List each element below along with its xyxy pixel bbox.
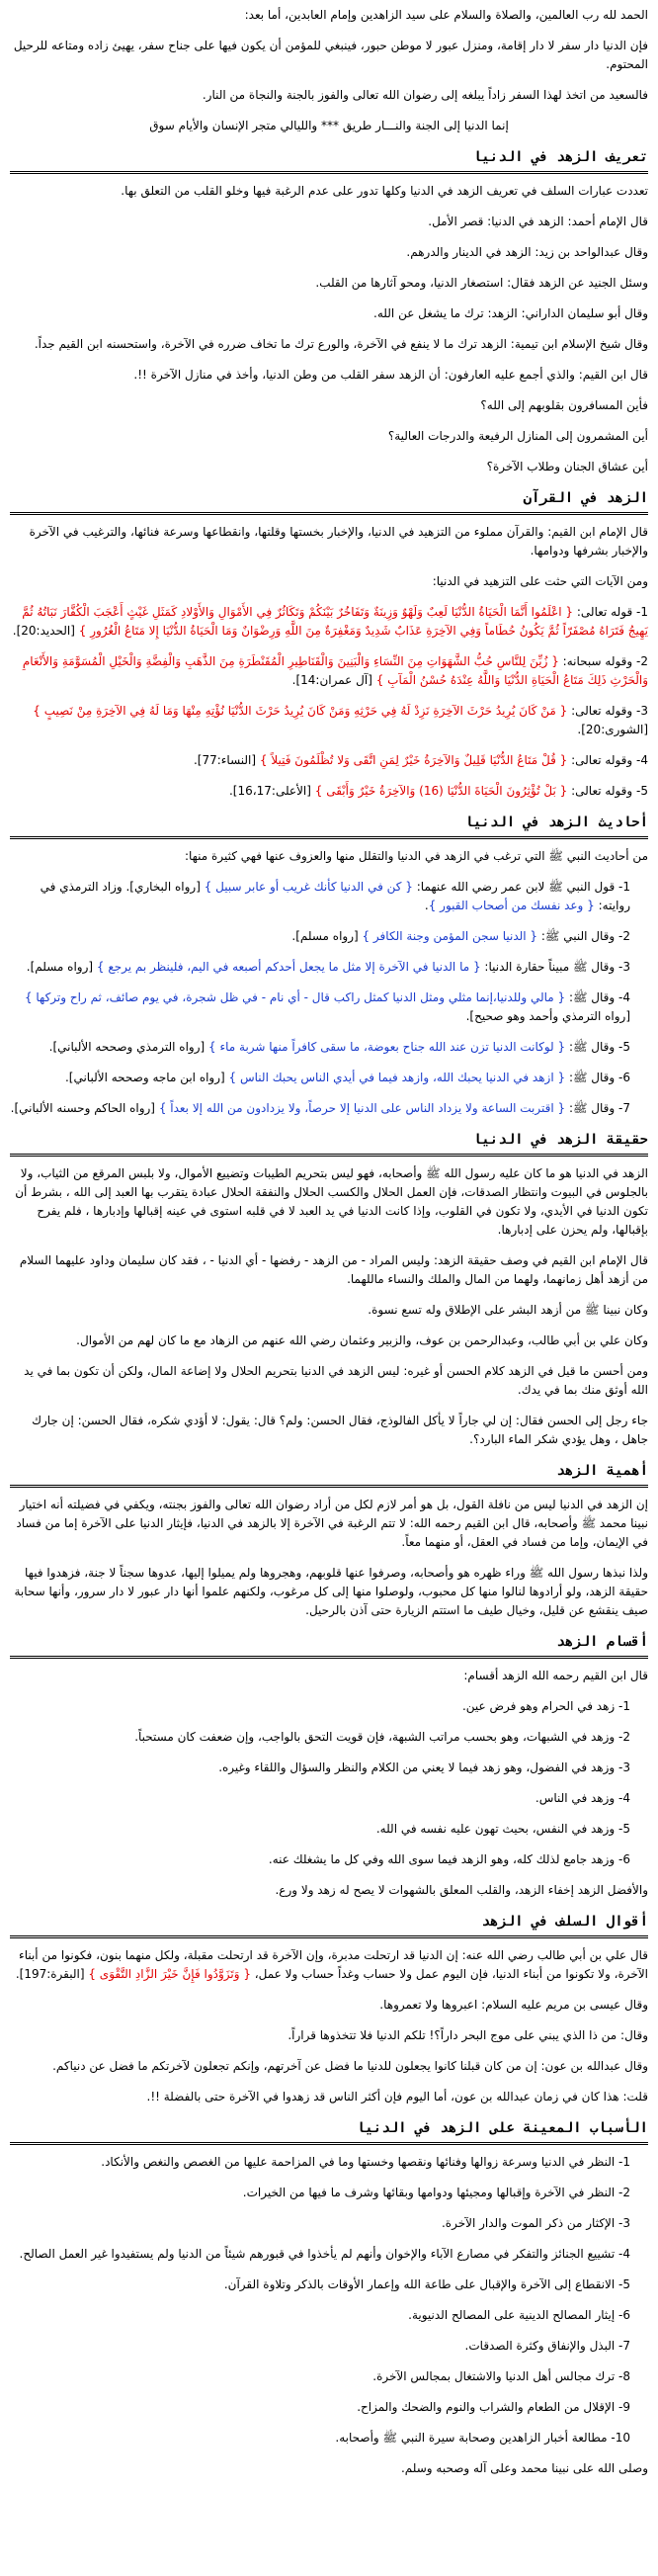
paragraph: قلت: هذا كان في زمان عبدالله بن عون، أما اليوم فإن أكثر الناس قد زهدوا في الآخرة حتى بالفضلة !!. bbox=[146, 2090, 648, 2104]
paragraph: قال علي بن أبي طالب رضي الله عنه: إن الدنيا قد ارتحلت مدبرة، وإن الآخرة قد ارتحلت مقبلة، ولكل منهما بنون، فكونوا من أبناء الآخرة، ولا تكونوا من أبناء الدنيا، فإن اليوم عمل ولا حساب وغداً حساب ولا عمل، { وَتَزَوَّدُوا فَإِنَّ خَيْرَ الزَّادِ التَّقْوَى } [البقرة:197]. bbox=[15, 1948, 648, 1981]
hadith-item: 5- وقال ﷺ: { لوكانت الدنيا تزن عند الله جناح بعوضة، ما سقى كافراً منها شربة ماء } [رواه الترمذي وصححه الألباني]. bbox=[48, 1040, 630, 1054]
paragraph: والأفضل الزهد إخفاء الزهد، والقلب المعلق بالشهوات لا يصح له زهد ولا ورع. bbox=[275, 1883, 648, 1897]
quran-verse-item: 1- قوله تعالى: { اعْلَمُوا أَنَّمَا الْحَيَاةُ الدُّنْيَا لَعِبٌ وَلَهْوٌ وَزِينَةٌ وَتَفَاخُرٌ بَيْنَكُمْ وَتَكَاثُرٌ فِي الأَمْوَالِ وَالأَوْلادِ كَمَثَلِ غَيْثٍ أَعْجَبَ الْكُفَّارَ نَبَاتُهُ ثُمَّ يَهِيجُ فَتَرَاهُ مُصْفَرّاً ثُمَّ يَكُونُ حُطَاماً وَفِي الآخِرَةِ عَذَابٌ شَدِيدٌ وَمَغْفِرَةٌ مِنَ اللَّهِ وَرِضْوَانٌ وَمَا الْحَيَاةُ الدُّنْيَا إِلا مَتَاعُ الْغُرُورِ } [الحديد:20]. bbox=[12, 605, 648, 638]
divider bbox=[10, 1485, 648, 1488]
hadith-text: { الدنيا سجن المؤمن وجنة الكافر } bbox=[362, 929, 538, 943]
list-item: 5- الانقطاع إلى الآخرة والإقبال على طاعة الله وإعمار الأوقات بالذكر وتلاوة القرآن. bbox=[223, 2277, 630, 2291]
section-title: أقسام الزهد bbox=[556, 1634, 648, 1650]
quran-verse: { قُلْ مَتَاعُ الدُّنْيَا قَلِيلٌ وَالآخِرَةُ خَيْرٌ لِمَنِ اتَّقَى وَلا تُظْلَمُونَ فَتِيلاً } bbox=[259, 753, 568, 767]
quran-verse-item: 2- وقوله سبحانه: { زُيِّنَ لِلنَّاسِ حُبُّ الشَّهَوَاتِ مِنَ النِّسَاءِ وَالْبَنِينَ وَالْقَنَاطِيرِ الْمُقَنْطَرَةِ مِنَ الذَّهَبِ وَالْفِضَّةِ وَالْخَيْلِ الْمُسَوَّمَةِ وَالأَنْعَامِ وَالْحَرْثِ ذَلِكَ مَتَاعُ الْحَيَاةِ الدُّنْيَا وَاللَّهُ عِنْدَهُ حُسْنُ الْمَآبِ } [آل عمران:14]. bbox=[22, 654, 648, 687]
quran-verse-item: 4- وقوله تعالى: { قُلْ مَتَاعُ الدُّنْيَا قَلِيلٌ وَالآخِرَةُ خَيْرٌ لِمَنِ اتَّقَى وَلا تُظْلَمُونَ فَتِيلاً } [النساء:77]. bbox=[193, 753, 648, 767]
list-item: 4- وزهد في الناس. bbox=[535, 1791, 630, 1805]
list-item: 3- الإكثار من ذكر الموت والدار الآخرة. bbox=[441, 2216, 630, 2230]
paragraph: وقال شيخ الإسلام ابن تيمية: الزهد ترك ما لا ينفع في الآخرة، والورع ترك ما تخاف ضرره في الآخرة، واستحسنه ابن القيم جداً. bbox=[34, 337, 648, 351]
hadith-text: { ازهد في الدنيا يحبك الله، وازهد فيما في أيدي الناس يحبك الناس } bbox=[228, 1071, 566, 1084]
quran-verse: { زُيِّنَ لِلنَّاسِ حُبُّ الشَّهَوَاتِ مِنَ النِّسَاءِ وَالْبَنِينَ وَالْقَنَاطِيرِ الْمُقَنْطَرَةِ مِنَ الذَّهَبِ وَالْفِضَّةِ وَالْخَيْلِ الْمُسَوَّمَةِ وَالأَنْعَامِ وَالْحَرْثِ ذَلِكَ مَتَاعُ الْحَيَاةِ الدُّنْيَا وَاللَّهُ عِنْدَهُ حُسْنُ الْمَآبِ } bbox=[22, 654, 648, 687]
list-item: 1- النظر في الدنيا وسرعة زوالها وفنائها ونقصها وخستها وما في المزاحمة عليها من الغصص والنغص والأنكاد. bbox=[101, 2155, 630, 2169]
quran-verse-item: 5- وقوله تعالى: { بَلْ تُؤْثِرُونَ الْحَيَاةَ الدُّنْيَا (16) وَالآخِرَةُ خَيْرٌ وَأَبْقَى } [الأعلى:16،17]. bbox=[228, 784, 648, 798]
paragraph: وقال أبو سليمان الداراني: الزهد: ترك ما يشغل عن الله. bbox=[373, 306, 648, 320]
quran-verse-item: 3- وقوله تعالى: { مَنْ كَانَ يُرِيدُ حَرْثَ الآخِرَةِ نَزِدْ لَهُ فِي حَرْثِهِ وَمَنْ كَانَ يُرِيدُ حَرْثَ الدُّنْيَا نُؤْتِهِ مِنْهَا وَمَا لَهُ فِي الآخِرَةِ مِنْ نَصِيبٍ } [الشورى:20]. bbox=[33, 704, 648, 736]
paragraph: ومن الآيات التي حثت على التزهيد في الدنيا: bbox=[432, 574, 648, 588]
paragraph: الزهد في الدنيا هو ما كان عليه رسول الله ﷺ وأصحابه، فهو ليس بتحريم الطيبات وتضييع الأموال، ولا بلبس المرقع من الثياب، ولا بالجلوس في البيوت وانتظار الصدقات، فإن العمل الحلال والكسب الحلال والنفقة الحلال عبادة يتقرب بها العبد إلى الله ، بشرط أن تكون الدنيا في الأيدي، ولا تكون في القلوب، وإذا كانت الدنيا في يد العبد لا في قلبه استوى في عينه إقبالها وإدبارها ، فلم يفرح بإقبالها، ولم يحزن على إدبارها. bbox=[15, 1166, 648, 1237]
paragraph: قال ابن القيم: والذي أجمع عليه العارفون: أن الزهد سفر القلب من وطن الدنيا، وأخذ في منازل الآخرة !!. bbox=[133, 368, 648, 382]
section-title: حقيقة الزهد في الدنيا bbox=[472, 1132, 648, 1148]
paragraph: ولذا نبذها رسول الله ﷺ وراء ظهره هو وأصحابه، وصرفوا عنها قلوبهم، وهجروها ولم يميلوا إليها، عدوها سجناً لا جنة، فزهدوا فيها حقيقة الزهد، ولو أرادوها لنالوا منها كل محبوب، ولوصلوا منها إلى كل مرغوب، ولكنهم علموا أنها دار عبور لا دار سرور، وأنها سحابة صيف ينقشع عن قليل، وخيال طيف ما استتم الزيارة حتى آذن بالرحيل. bbox=[14, 1566, 648, 1617]
paragraph: أين المشمرون إلى المنازل الرفيعة والدرجات العالية؟ bbox=[387, 429, 648, 443]
section-title: أقوال السلف في الزهد bbox=[481, 1914, 648, 1930]
intro-praise: الحمد لله رب العالمين، والصلاة والسلام على سيد الزاهدين وإمام العابدين، أما بعد: bbox=[244, 8, 648, 22]
section-title: تعريف الزهد في الدنيا bbox=[472, 149, 648, 165]
quran-verse: { مَنْ كَانَ يُرِيدُ حَرْثَ الآخِرَةِ نَزِدْ لَهُ فِي حَرْثِهِ وَمَنْ كَانَ يُرِيدُ حَرْثَ الدُّنْيَا نُؤْتِهِ مِنْهَا وَمَا لَهُ فِي الآخِرَةِ مِنْ نَصِيبٍ } bbox=[33, 704, 568, 718]
paragraph: جاء رجل إلى الحسن فقال: إن لي جاراً لا يأكل الفالوذج، فقال الحسن: ولم؟ قال: يقول: لا أؤدي شكره، فقال الحسن: إن جارك جاهل ، وهل يؤدي شكر الماء البارد؟. bbox=[32, 1414, 648, 1446]
paragraph: قال الإمام ابن القيم: والقرآن مملوء من التزهيد في الدنيا، والإخبار بخستها وقلتها، وانقطاعها وسرعة فنائها، والترغيب في الآخرة والإخبار بشرفها ودوامها. bbox=[29, 525, 648, 558]
hadith-item: 1- قول النبي ﷺ لابن عمر رضي الله عنهما: { كن في الدنيا كأنك غريب أو عابر سبيل } [رواه البخاري]. وزاد الترمذي في روايته: { وعد نفسك من أصحاب القبور }. bbox=[40, 880, 630, 912]
list-item: 2- النظر في الآخرة وإقبالها ومجيئها ودوامها وبقائها وشرف ما فيها من الخيرات. bbox=[242, 2186, 630, 2199]
list-item: 9- الإقلال من الطعام والشراب والنوم والضحك والمزاح. bbox=[357, 2400, 630, 2414]
hadith-text: { كن في الدنيا كأنك غريب أو عابر سبيل } bbox=[204, 880, 413, 894]
divider bbox=[10, 512, 648, 515]
paragraph: قال ابن القيم رحمه الله الزهد أقسام: bbox=[463, 1669, 648, 1682]
section-title: أهمية الزهد bbox=[556, 1463, 648, 1479]
section-title: أحاديث الزهد في الدنيا bbox=[464, 815, 648, 830]
hadith-text: { اقتربت الساعة ولا يزداد الناس على الدنيا إلا حرصاً، ولا يزدادون من الله إلا بعداً } bbox=[158, 1101, 566, 1115]
paragraph: وقال عبدالواحد بن زيد: الزهد في الدينار والدرهم. bbox=[406, 245, 648, 259]
paragraph: وكان علي بن أبي طالب، وعبدالرحمن بن عوف، والزبير وعثمان رضي الله عنهم من الزهاد مع ما كان لهم من الأموال. bbox=[76, 1333, 648, 1347]
paragraph: قال الإمام ابن القيم في وصف حقيقة الزهد: وليس المراد - من الزهد - رفضها - أي الدنيا - ، فقد كان سليمان وداود عليهما السلام من أزهد أهل زمانهما، ولهما من المال والملك والنساء ماللهما. bbox=[19, 1253, 648, 1286]
list-item: 7- البذل والإنفاق وكثرة الصدقات. bbox=[464, 2339, 630, 2353]
paragraph: إن الزهد في الدنيا ليس من نافلة القول، بل هو أمر لازم لكل من أراد رضوان الله تعالى والفوز بجنته، ويكفي في فضيلته أنه اختيار نبينا محمد ﷺ وأصحابه، قال ابن القيم رحمه الله: لا تتم الرغبة في الآخرة إلا بالزهد في الدنيا، فإيثار الدنيا على الآخرة إما من فساد في الإيمان، وإما من فساد في العقل، أو منهما معاً. bbox=[16, 1498, 648, 1549]
hadith-item: 3- وقال ﷺ مبيناً حقارة الدنيا: { ما الدنيا في الآخرة إلا مثل ما يجعل أحدكم أصبعه في اليم، فلينظر بم يرجع } [رواه مسلم]. bbox=[26, 960, 630, 974]
intro-paragraph: فالسعيد من اتخذ لهذا السفر زاداً يبلغه إلى رضوان الله تعالى والفوز بالجنة والنجاة من النار. bbox=[202, 88, 648, 102]
divider bbox=[10, 1656, 648, 1659]
list-item: 2- وزهد في الشبهات، وهو بحسب مراتب الشبهة، فإن قويت التحق بالواجب، وإن ضعفت كان مستحباً. bbox=[134, 1730, 630, 1744]
hadith-text: { وعد نفسك من أصحاب القبور } bbox=[428, 899, 595, 912]
quran-verse: { بَلْ تُؤْثِرُونَ الْحَيَاةَ الدُّنْيَا (16) وَالآخِرَةُ خَيْرٌ وَأَبْقَى } bbox=[314, 784, 568, 798]
hadith-item: 6- وقال ﷺ: { ازهد في الدنيا يحبك الله، وازهد فيما في أيدي الناس يحبك الناس } [رواه ابن ماجه وصححه الألباني]. bbox=[64, 1071, 630, 1084]
divider bbox=[10, 1935, 648, 1938]
paragraph: وقال عبدالله بن عون: إن من كان قبلنا كانوا يجعلون للدنيا ما فضل عن آخرتهم، وإنكم تجعلون لآخرتكم ما فضل عن دنياكم. bbox=[52, 2059, 648, 2073]
paragraph: من أحاديث النبي ﷺ التي ترغب في الزهد في الدنيا والتقلل منها والعزوف عنها فهي كثيرة منها: bbox=[184, 849, 648, 863]
quran-verse: { وَتَزَوَّدُوا فَإِنَّ خَيْرَ الزَّادِ التَّقْوَى } bbox=[88, 1967, 251, 1981]
paragraph: وكان نبينا ﷺ من أزهد البشر على الإطلاق وله تسع نسوة. bbox=[368, 1303, 648, 1317]
paragraph: ومن أحسن ما قيل في الزهد كلام الحسن أو غيره: ليس الزهد في الدنيا بتحريم الحلال ولا إضاعة المال، ولكن أن تكون بما في يد الله أوثق منك بما في يدك. bbox=[24, 1364, 648, 1397]
paragraph: قال الإمام أحمد: الزهد في الدنيا: قصر الأمل. bbox=[428, 215, 648, 228]
hadith-item: 4- وقال ﷺ: { مالي وللدنيا،إنما مثلي ومثل الدنيا كمثل راكب قال - أي نام - في ظل شجرة، في يوم صائف، ثم راح وتركها } [رواه الترمذي وأحمد وهو صحيح]. bbox=[24, 990, 630, 1023]
intro-verse-line: إنما الدنيا إلى الجنة والنـــار طريق *** والليالي متجر الإنسان والأيام سوق bbox=[149, 119, 509, 132]
list-item: 6- وزهد جامع لذلك كله، وهو الزهد فيما سوى الله وفي كل ما يشغلك عنه. bbox=[268, 1852, 630, 1866]
intro-paragraph: فإن الدنيا دار سفر لا دار إقامة، ومنزل عبور لا موطن حبور، فينبغي للمؤمن أن يكون فيها على جناح سفر، يهيئ زاده ومتاعه للرحيل المحتوم. bbox=[13, 39, 648, 71]
paragraph: أين عشاق الجنان وطلاب الآخرة؟ bbox=[486, 460, 648, 473]
divider bbox=[10, 171, 648, 174]
list-item: 3- وزهد في الفضول، وهو زهد فيما لا يعني من الكلام والنظر والسؤال واللقاء وغيره. bbox=[218, 1760, 630, 1774]
list-item: 1- زهد في الحرام وهو فرض عين. bbox=[461, 1699, 630, 1713]
hadith-text: { لوكانت الدنيا تزن عند الله جناح بعوضة، ما سقى كافراً منها شربة ماء } bbox=[208, 1040, 566, 1054]
list-item: 5- وزهد في النفس، بحيث تهون عليه نفسه في الله. bbox=[375, 1822, 630, 1836]
divider bbox=[10, 836, 648, 839]
paragraph: وسئل الجنيد عن الزهد فقال: استصغار الدنيا، ومحو آثارها من القلب. bbox=[315, 276, 648, 290]
list-item: 6- إيثار المصالح الدينية على المصالح الدنيوية. bbox=[408, 2308, 630, 2322]
paragraph: تعددت عبارات السلف في تعريف الزهد في الدنيا وكلها تدور على عدم الرغبة فيها وخلو القلب من التعلق بها. bbox=[121, 184, 648, 198]
section-title: الزهد في القرآن bbox=[523, 490, 648, 506]
list-item: 8- ترك مجالس أهل الدنيا والاشتغال بمجالس الآخرة. bbox=[372, 2369, 630, 2383]
hadith-text: { ما الدنيا في الآخرة إلا مثل ما يجعل أحدكم أصبعه في اليم، فلينظر بم يرجع } bbox=[96, 960, 481, 974]
closing-salutation: وصلى الله على نبينا محمد وعلى آله وصحبه وسلم. bbox=[400, 2461, 648, 2475]
paragraph: وقال: من ذا الذي يبني على موج البحر داراً؟! تلكم الدنيا فلا تتخذوها قراراً. bbox=[288, 2028, 648, 2042]
hadith-item: 7- وقال ﷺ: { اقتربت الساعة ولا يزداد الناس على الدنيا إلا حرصاً، ولا يزدادون من الله إلا بعداً } [رواه الحاكم وحسنه الألباني]. bbox=[10, 1101, 630, 1115]
divider bbox=[10, 1154, 648, 1157]
hadith-text: { مالي وللدنيا،إنما مثلي ومثل الدنيا كمثل راكب قال - أي نام - في ظل شجرة، في يوم صائف، ثم راح وتركها } bbox=[24, 990, 566, 1004]
section-title: الأسباب المعينة على الزهد في الدنيا bbox=[356, 2120, 648, 2136]
paragraph: فأين المسافرون بقلوبهم إلى الله؟ bbox=[480, 398, 648, 412]
hadith-item: 2- وقال النبي ﷺ: { الدنيا سجن المؤمن وجنة الكافر } [رواه مسلم]. bbox=[291, 929, 630, 943]
divider bbox=[10, 2142, 648, 2145]
list-item: 10- مطالعة أخبار الزاهدين وصحابة سيرة النبي ﷺ وأصحابه. bbox=[335, 2431, 630, 2445]
list-item: 4- تشييع الجنائز والتفكر في مصارع الآباء والإخوان وأنهم لم يأخذوا في قبورهم شيئاً من الدنيا ولم يستفيدوا غير العمل الصالح. bbox=[19, 2247, 630, 2261]
quran-verse: { اعْلَمُوا أَنَّمَا الْحَيَاةُ الدُّنْيَا لَعِبٌ وَلَهْوٌ وَزِينَةٌ وَتَفَاخُرٌ بَيْنَكُمْ وَتَكَاثُرٌ فِي الأَمْوَالِ وَالأَوْلادِ كَمَثَلِ غَيْثٍ أَعْجَبَ الْكُفَّارَ نَبَاتُهُ ثُمَّ يَهِيجُ فَتَرَاهُ مُصْفَرّاً ثُمَّ يَكُونُ حُطَاماً وَفِي الآخِرَةِ عَذَابٌ شَدِيدٌ وَمَغْفِرَةٌ مِنَ اللَّهِ وَرِضْوَانٌ وَمَا الْحَيَاةُ الدُّنْيَا إِلا مَتَاعُ الْغُرُورِ } bbox=[22, 605, 648, 638]
paragraph: وقال عيسى بن مريم عليه السلام: اعبروها ولا تعمروها. bbox=[379, 1998, 648, 2012]
